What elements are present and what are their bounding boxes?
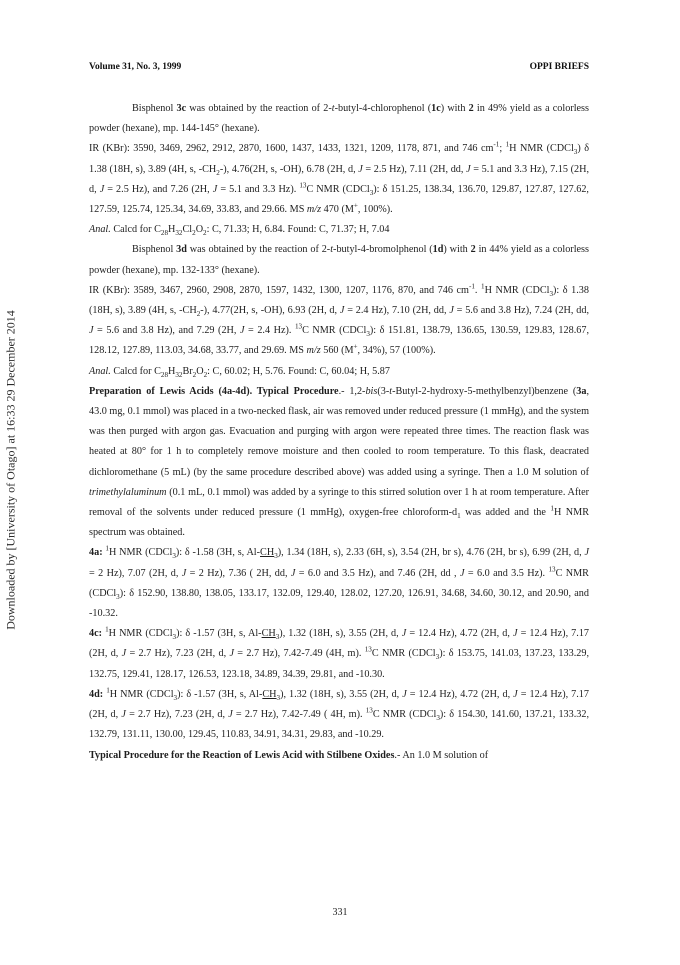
journal-volume: Volume 31, No. 3, 1999 [89, 62, 182, 72]
paragraph-3c-spectra: IR (KBr): 3590, 3469, 2962, 2912, 2870, 1600, 1437, 1433, 1321, 1209, 1178, 871, and 746 $cm^{-1}$; $^1$H NMR (CDCl$_3$) δ 1.38 (18H, s), 3.89 (4H, s, $-CH_2-$), 4.76(2H, s, -OH), 6.78 (2H, d, J = 2.5 Hz), 7.11 (2H, dd, J = 5.1 and 3.3 Hz), 7.15 (2H, d, J = 2.5 Hz), and 7.26 (2H, J = 5.1 and 3.3 Hz). $^{13}$C NMR (CDCl$_3$): δ 151.25, 138.34, 136.70, 129.87, 127.87, 127.62, 127.59, 125.74, 125.34, 34.69, 33.83, and 29.66. MS m/z 470 (M+, 100%). [89, 141, 589, 216]
paragraph-3d-spectra: IR (KBr): 3589, 3467, 2960, 2908, 2870, 1597, 1432, 1300, 1207, 1176, 870, and 746 $cm^{-1}$. $^1$H NMR (CDCl$_3$): δ 1.38 (18H, s), 3.89 (4H, s, $-CH_2-$), 4.77(2H, s, -OH), 6.93 (2H, d, J = 2.4 Hz), 7.10 (2H, dd, J = 5.6 and 3.8 Hz), 7.24 (2H, dd, J = 5.6 and 3.8 Hz), and 7.29 (2H, J = 2.4 Hz). $^{13}$C NMR (CDCl$_3$): δ 151.81, 138.79, 136.65, 130.59, 129.83, 128.67, 128.12, 127.89, 113.03, 34.68, 33.77, and 29.69. MS m/z 560 (M+, 34%), 57 (100%). [89, 282, 590, 357]
paragraph-stilbene-oxide-procedure: Typical Procedure for the Reaction of Lewis Acid with Stilbene Oxides.- An 1.0 M solution of [89, 749, 489, 761]
paragraph-lewis-acid-preparation: Preparation of Lewis Acids (4a-4d). Typical Procedure.- 1,2-bis(3-t-Butyl-2-hydroxy-5-methylbenzyl)benzene (3a, 43.0 mg, 0.1 mmol) was placed in a two-necked flask, air was removed under reduced pressure (1 mmHg), and the system was then purged with argon gas. Evacuation and purging with argon were repeated three times. The reaction flask was heated at 80° for 1 h to completely remove moisture and then cooled to room temperature. To this flask, deacrated dichloromethane (5 mL) (by the same procedure described above) was added using a syringe. Then a 1.0 M solution of trimethylaluminum (0.1 mL, 0.1 mmol) was added by a syringe to this stirred solution over 1 h at room temperature. After removal of the solvents under reduced pressure (1 mmHg), oxygen-free chloroform-$d_1$ was added and the $^1$H NMR spectrum was obtained. [89, 385, 589, 539]
paragraph-bisphenol-3d: Bisphenol 3d was obtained by the reaction of 2-t-butyl-4-bromolphenol (1d) with 2 in 44% yield as a colorless powder (hexane), mp. 132-133° (hexane). [89, 244, 589, 276]
page-number: 331 [332, 907, 348, 918]
paragraph-4c-spectra: 4c: $^1$H NMR (CDCl$_3$): δ -1.57 (3H, s, $Al-CH_3$), 1.32 (18H, s), 3.55 (2H, d, J = 12.4 Hz), 4.72 (2H, d, J = 12.4 Hz), 7.17 (2H, d, J = 2.7 Hz), 7.23 (2H, d, J = 2.7 Hz), 7.42-7.49 (4H, m). $^{13}$C NMR (CDCl$_3$): δ 153.75, 141.03, 137.23, 133.29, 132.75, 129.41, 128.17, 126.53, 123.18, 34.89, 34.39, 29.81, and -10.30. [89, 625, 590, 680]
paragraph-3d-analysis: Anal. Calcd for $C_{28}H_{32}Br_2O_2$: C, 60.02; H, 5.76. Found: C, 60.04; H, 5.87 [89, 365, 390, 379]
paragraph-4d-spectra: 4d: $^1$H NMR (CDCl$_3$): δ -1.57 (3H, s, $Al-CH_3$), 1.32 (18H, s), 3.55 (2H, d, J = 12.4 Hz), 4.72 (2H, d, J = 12.4 Hz), 7.17 (2H, d, J = 2.7 Hz), 7.23 (2H, d, J = 2.7 Hz), 7.42-7.49 ( 4H, m). $^{13}$C NMR (CDCl$_3$): δ 154.30, 141.60, 137.21, 133.32, 132.79, 131.11, 130.00, 129.45, 110.83, 34.91, 34.31, 29.83, and -10.29. [89, 686, 590, 741]
download-watermark-text: Downloaded by [University of Otago] at 16:33 29 December 2014 [3, 310, 18, 630]
download-watermark [0, 0, 22, 965]
paragraph-4a-spectra: 4a: $^1$H NMR (CDCl$_3$): δ -1.58 (3H, s, $Al-CH_3$), 1.34 (18H, s), 2.33 (6H, s), 3.54 (2H, br s), 4.76 (2H, br s), 6.99 (2H, d, J = 2 Hz), 7.07 (2H, d, J = 2 Hz), 7.36 ( 2H, dd, J = 6.0 and 3.5 Hz), and 7.46 (2H, dd , J = 6.0 and 3.5 Hz). $^{13}$C NMR (CDCl$_3$): δ 152.90, 138.80, 138.05, 133.17, 132.09, 129.40, 128.02, 127.20, 126.91, 34.68, 34.60, 30.12, and 20.90, and -10.32. [89, 545, 590, 620]
paragraph-3c-analysis: Anal. Calcd for $C_{28}H_{32}Cl_2O_2$: C, 71.33; H, 6.84. Found: C, 71.37; H, 7.04 [89, 224, 390, 238]
body-text [89, 99, 589, 766]
paragraph-bisphenol-3c: Bisphenol 3c was obtained by the reaction of 2-t-butyl-4-chlorophenol (1c) with 2 in 49% yield as a colorless powder (hexane), mp. 144-145° (hexane). [89, 103, 589, 135]
journal-section: OPPI BRIEFS [529, 62, 589, 72]
